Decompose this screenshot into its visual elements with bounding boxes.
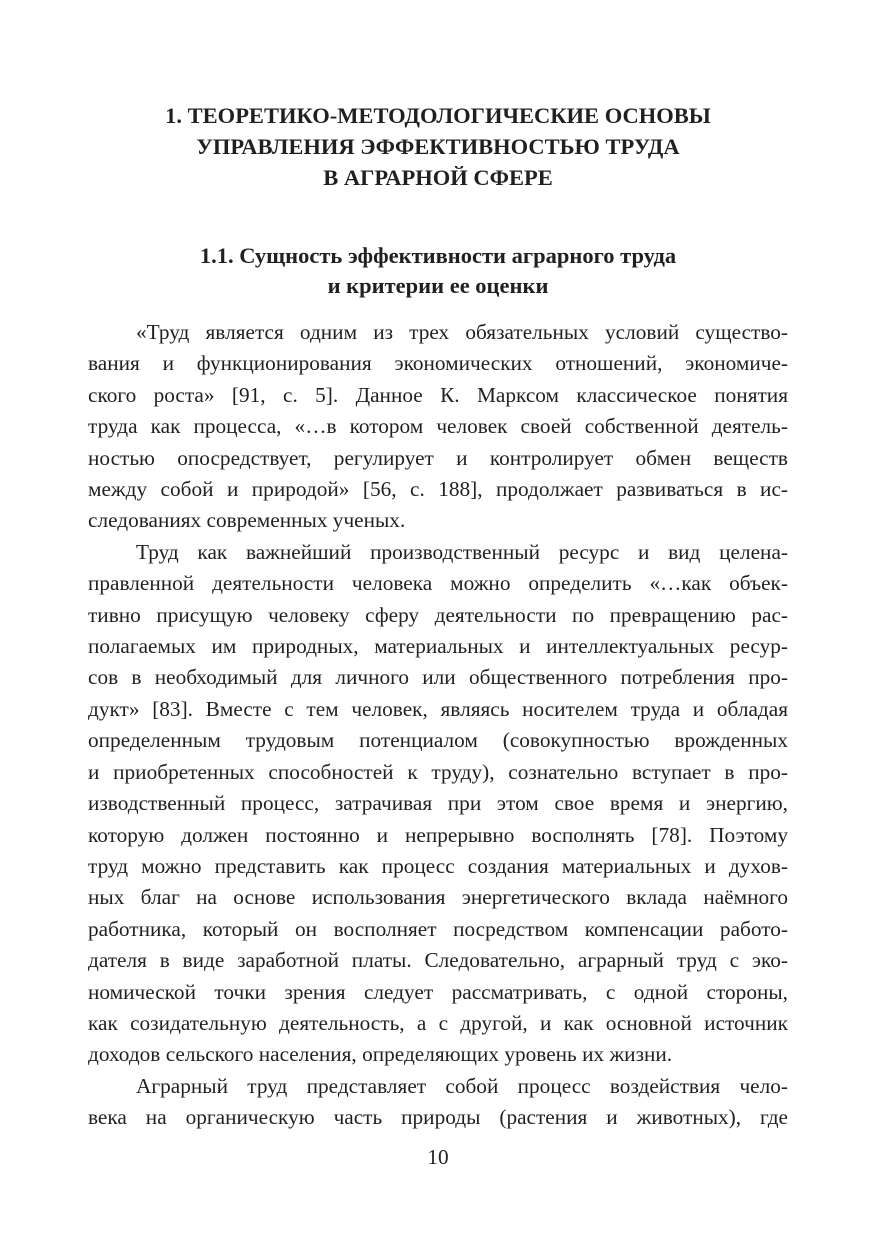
text-line: доходов сельского населения, определяющих уровень их жизни. — [88, 1042, 673, 1067]
chapter-title-line: В АГРАРНОЙ СФЕРЕ — [323, 165, 553, 190]
section-title — [88, 241, 788, 301]
text-line: дателя в виде заработной платы. Следовательно, аграрный труд с эко- — [88, 948, 788, 973]
text-line: как созидательную деятельность, а с другой, и как основной источник — [88, 1010, 788, 1035]
text-line: следованиях современных ученых. — [88, 508, 406, 533]
text-line: между собой и природой» [56, с. 188], продолжает развиваться в ис- — [88, 477, 788, 502]
text-line: определенным трудовым потенциалом (совокупностью врожденных — [88, 728, 788, 753]
text-line: века на органическую часть природы (растения и животных), где — [88, 1105, 788, 1130]
chapter-title — [88, 100, 788, 193]
paragraph-1 — [88, 317, 788, 537]
text-line: Труд как важнейший производственный ресурс и вид целена- — [136, 539, 788, 564]
section-title-line: и критерии ее оценки — [327, 273, 549, 298]
text-line: Аграрный труд представляет собой процесс воздействия чело- — [136, 1073, 788, 1098]
page-number: 10 — [427, 1145, 449, 1169]
paragraph-3 — [88, 1071, 788, 1134]
chapter-title-line: УПРАВЛЕНИЯ ЭФФЕКТИВНОСТЬЮ ТРУДА — [196, 134, 680, 159]
text-line: вания и функционирования экономических отношений, экономиче- — [88, 351, 788, 376]
text-line: изводственный процесс, затрачивая при этом свое время и энергию, — [88, 791, 788, 816]
text-line: работника, который он восполняет посредством компенсации работо- — [88, 916, 788, 941]
text-line: труда как процесса, «…в котором человек своей собственной деятель- — [88, 414, 788, 439]
text-line: которую должен постоянно и непрерывно восполнять [78]. Поэтому — [88, 822, 788, 847]
text-line: сов в необходимый для личного или общественного потребления про- — [88, 665, 788, 690]
text-line: и приобретенных способностей к труду), сознательно вступает в про- — [88, 759, 788, 784]
text-line: тивно присущую человеку сферу деятельности по превращению рас- — [88, 602, 788, 627]
text-line: труд можно представить как процесс создания материальных и духов- — [88, 853, 788, 878]
paragraph-2 — [88, 537, 788, 1071]
text-line: номической точки зрения следует рассматривать, с одной стороны, — [88, 979, 788, 1004]
text-line: дукт» [83]. Вместе с тем человек, являясь носителем труда и обладая — [88, 696, 788, 721]
section-title-line: 1.1. Сущность эффективности аграрного труда — [199, 243, 677, 268]
text-line: «Труд является одним из трех обязательных условий существо- — [136, 320, 788, 344]
text-line: правленной деятельности человека можно определить «…как объек- — [88, 571, 788, 596]
chapter-title-line: 1. ТЕОРЕТИКО-МЕТОДОЛОГИЧЕСКИЕ ОСНОВЫ — [165, 103, 711, 128]
document-page — [88, 100, 788, 1134]
text-line: ностью опосредствует, регулирует и контролирует обмен веществ — [88, 445, 788, 470]
text-line: ского роста» [91, с. 5]. Данное К. Марксом классическое понятия — [88, 382, 788, 407]
body-text — [88, 317, 788, 1134]
text-line: полагаемых им природных, материальных и интеллектуальных ресур- — [88, 634, 788, 659]
text-line: ных благ на основе использования энергетического вклада наёмного — [88, 885, 788, 910]
